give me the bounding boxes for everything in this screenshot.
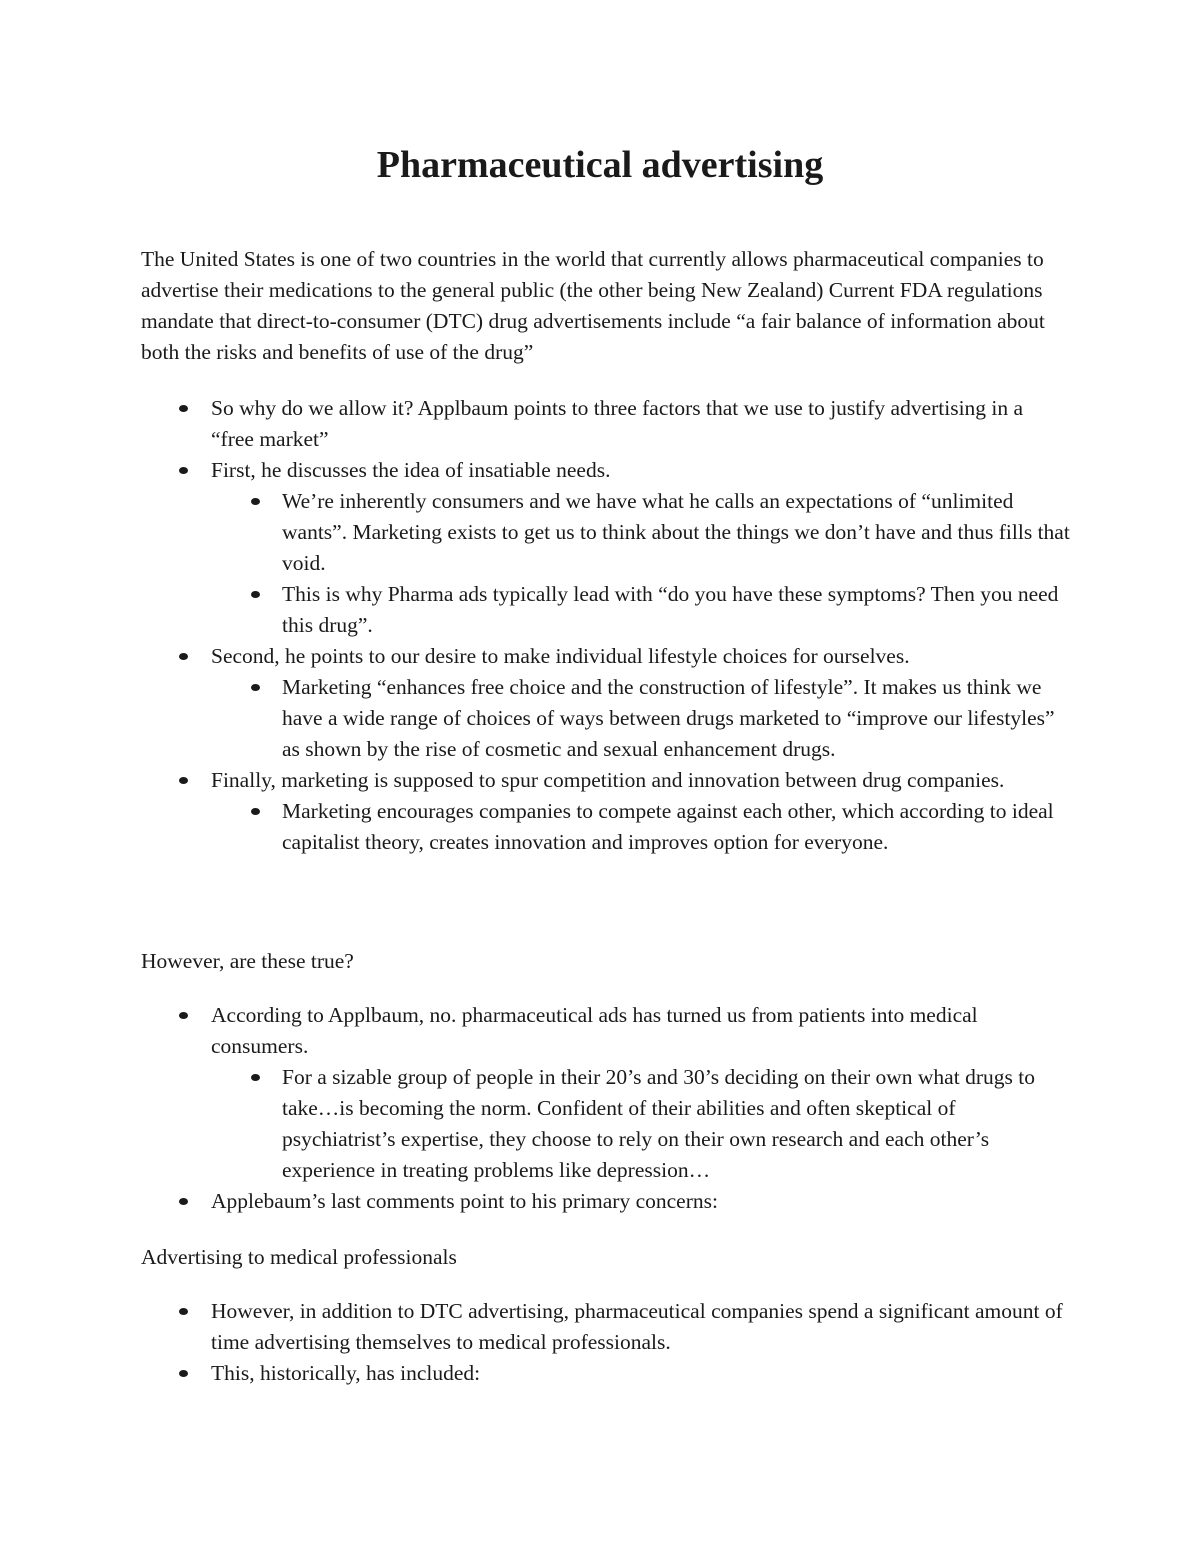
- bullet-icon: [179, 1012, 188, 1019]
- bullet-icon: [179, 653, 188, 660]
- sub-list-item: [211, 672, 1071, 765]
- list-item: [141, 1186, 1071, 1217]
- document-title: Pharmaceutical advertising: [376, 144, 824, 186]
- sub-list-item: [211, 579, 1071, 641]
- sub-list: [211, 672, 1071, 765]
- sub-list-item: [211, 1062, 1071, 1186]
- list-item-text: Finally, marketing is supposed to spur competition and innovation between drug companies.: [211, 768, 1005, 792]
- bullet-list-factors: [141, 393, 1071, 858]
- sub-list-item-text: We’re inherently consumers and we have what he calls an expectations of “unlimited wants”. Marketing exists to get us to think about the things we don’t have and thus fills that void.: [282, 489, 1070, 575]
- list-item: [141, 1358, 1071, 1389]
- sub-list-item-text: This is why Pharma ads typically lead with “do you have these symptoms? Then you need this drug”.: [282, 582, 1059, 637]
- list-item-text: However, in addition to DTC advertising, pharmaceutical companies spend a significant amount of time advertising themselves to medical professionals.: [211, 1299, 1063, 1354]
- bullet-icon: [179, 467, 188, 474]
- list-item: [141, 1000, 1071, 1186]
- sub-list-item-text: For a sizable group of people in their 20’s and 30’s deciding on their own what drugs to take…is becoming the norm. Confident of their abilities and often skeptical of psychiatrist’s expertise, they choose to rely on their own research and each other’s experience in treating problems like depression…: [282, 1065, 1035, 1182]
- sub-list: [211, 1062, 1071, 1186]
- list-item: [141, 393, 1071, 455]
- list-item-text: This, historically, has included:: [211, 1361, 481, 1385]
- list-item-text: Second, he points to our desire to make individual lifestyle choices for ourselves.: [211, 644, 910, 668]
- list-item: [141, 641, 1071, 765]
- sub-list: [211, 796, 1071, 858]
- advertising-heading: Advertising to medical professionals: [141, 1245, 457, 1269]
- list-item: [141, 1296, 1071, 1358]
- bullet-icon: [179, 1370, 188, 1377]
- bullet-icon: [251, 808, 260, 815]
- bullet-icon: [179, 1308, 188, 1315]
- bullet-icon: [251, 684, 260, 691]
- bullet-list-professionals: [141, 1296, 1071, 1389]
- bullet-icon: [251, 1074, 260, 1081]
- bullet-icon: [251, 591, 260, 598]
- sub-list-item: [211, 796, 1071, 858]
- bullet-icon: [179, 777, 188, 784]
- sub-list: [211, 486, 1071, 641]
- list-item-text: So why do we allow it? Applbaum points to three factors that we use to justify advertising in a “free market”: [211, 396, 1024, 451]
- bullet-icon: [179, 1198, 188, 1205]
- list-item-text: Applebaum’s last comments point to his primary concerns:: [211, 1189, 718, 1213]
- sub-list-item-text: Marketing encourages companies to compete against each other, which according to ideal capitalist theory, creates innovation and improves option for everyone.: [282, 799, 1054, 854]
- list-item-text: According to Applbaum, no. pharmaceutical ads has turned us from patients into medical consumers.: [211, 1003, 978, 1058]
- however-heading: However, are these true?: [141, 949, 354, 973]
- list-item-text: First, he discusses the idea of insatiable needs.: [211, 458, 611, 482]
- list-item: [141, 765, 1071, 858]
- sub-list-item-text: Marketing “enhances free choice and the construction of lifestyle”. It makes us think we have a wide range of choices of ways between drugs marketed to “improve our lifestyles” as shown by the rise of cosmetic and sexual enhancement drugs.: [282, 675, 1055, 761]
- bullet-icon: [251, 498, 260, 505]
- bullet-icon: [179, 405, 188, 412]
- sub-list-item: [211, 486, 1071, 579]
- intro-paragraph: The United States is one of two countries in the world that currently allows pharmaceutical companies to advertise their medications to the general public (the other being New Zealand) Current FDA regulations mandate that direct-to-consumer (DTC) drug advertisements include “a fair balance of information about both the risks and benefits of use of the drug”: [141, 247, 1045, 364]
- bullet-list-concerns: [141, 1000, 1071, 1217]
- list-item: [141, 455, 1071, 641]
